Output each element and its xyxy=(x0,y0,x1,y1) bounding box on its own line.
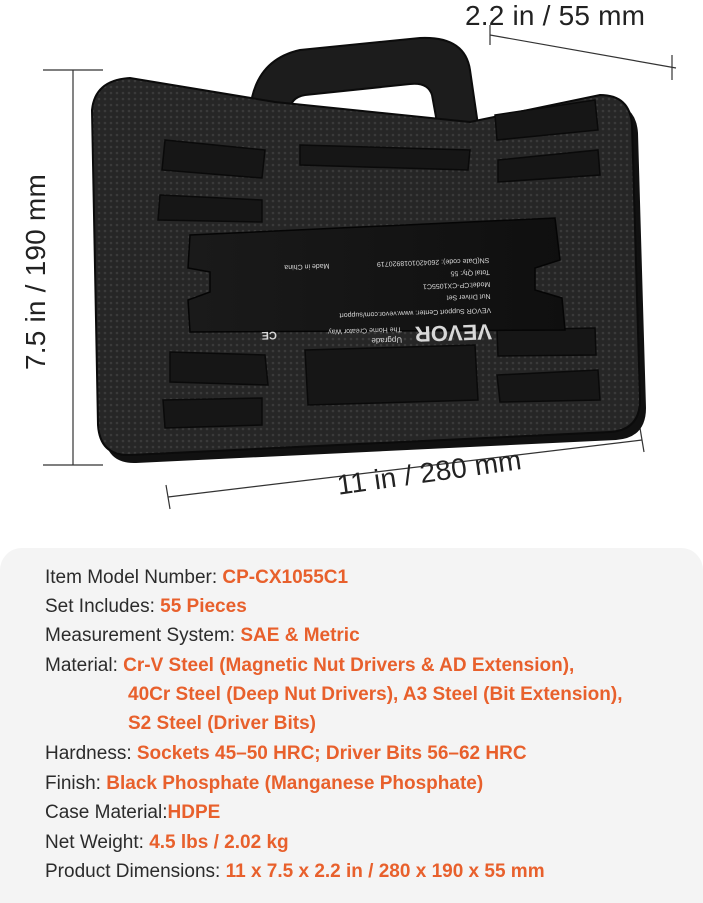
spec-label: Net Weight: xyxy=(45,832,150,853)
spec-value: 4.5 lbs / 2.02 kg xyxy=(149,832,289,853)
spec-material-line-3: S2 Steel (Driver Bits) xyxy=(128,713,316,734)
label-model: Model:CP-CX1055C1 xyxy=(422,280,491,290)
spec-value: Sockets 45–50 HRC; Driver Bits 56–62 HRC xyxy=(136,743,527,764)
spec-label: Case Material: xyxy=(45,802,168,823)
spec-value: HDPE xyxy=(167,802,221,823)
label-support: VEVOR Support Center: www.vevor.com/support xyxy=(339,306,492,319)
spec-label: Set Includes: xyxy=(45,596,161,617)
spec-case-material xyxy=(45,801,220,825)
label-tagline-1: Upgrade xyxy=(371,335,403,346)
depth-dimension-label: 2.2 in / 55 mm xyxy=(465,0,646,31)
ce-mark: CE xyxy=(261,328,278,342)
spec-material xyxy=(45,654,574,678)
label-product: Nut Driver Set xyxy=(446,292,491,301)
spec-label: Item Model Number: xyxy=(45,567,223,588)
spec-finish xyxy=(45,772,483,796)
spec-label: Hardness: xyxy=(45,743,137,764)
spec-label: Finish: xyxy=(45,773,107,794)
spec-material-line-2: 40Cr Steel (Deep Nut Drivers), A3 Steel (Bit Extension), xyxy=(128,684,623,705)
spec-label: Measurement System: xyxy=(45,625,241,646)
height-dimension-label: 7.5 in / 190 mm xyxy=(20,174,51,370)
spec-measurement-system xyxy=(45,624,360,648)
label-made-in: Made in China xyxy=(284,261,330,271)
spec-product-dimensions xyxy=(45,860,545,884)
brand-logo-text: VEVOR xyxy=(414,319,493,347)
spec-net-weight xyxy=(45,831,289,855)
spec-item-model xyxy=(45,566,348,590)
label-qty: Total Qty: 55 xyxy=(450,268,490,277)
length-dimension-label: 11 in / 280 mm xyxy=(335,444,524,501)
spec-label: Product Dimensions: xyxy=(45,861,226,882)
spec-value: CP-CX1055C1 xyxy=(222,567,349,588)
spec-set-includes xyxy=(45,595,247,619)
spec-value: 55 Pieces xyxy=(160,596,247,617)
spec-label: Material: xyxy=(45,655,124,676)
label-tagline-2: The Home Creator Way xyxy=(327,325,402,335)
spec-value: 11 x 7.5 x 2.2 in / 280 x 190 x 55 mm xyxy=(225,861,545,882)
spec-value: Black Phosphate (Manganese Phosphate) xyxy=(106,773,484,794)
spec-value: SAE & Metric xyxy=(240,625,360,646)
spec-hardness xyxy=(45,742,527,766)
label-sn: SN(Date code): 2604201018920719 xyxy=(376,256,490,268)
spec-value: Cr-V Steel (Magnetic Nut Drivers & AD Extension), xyxy=(123,655,575,676)
specifications-panel xyxy=(0,548,703,903)
